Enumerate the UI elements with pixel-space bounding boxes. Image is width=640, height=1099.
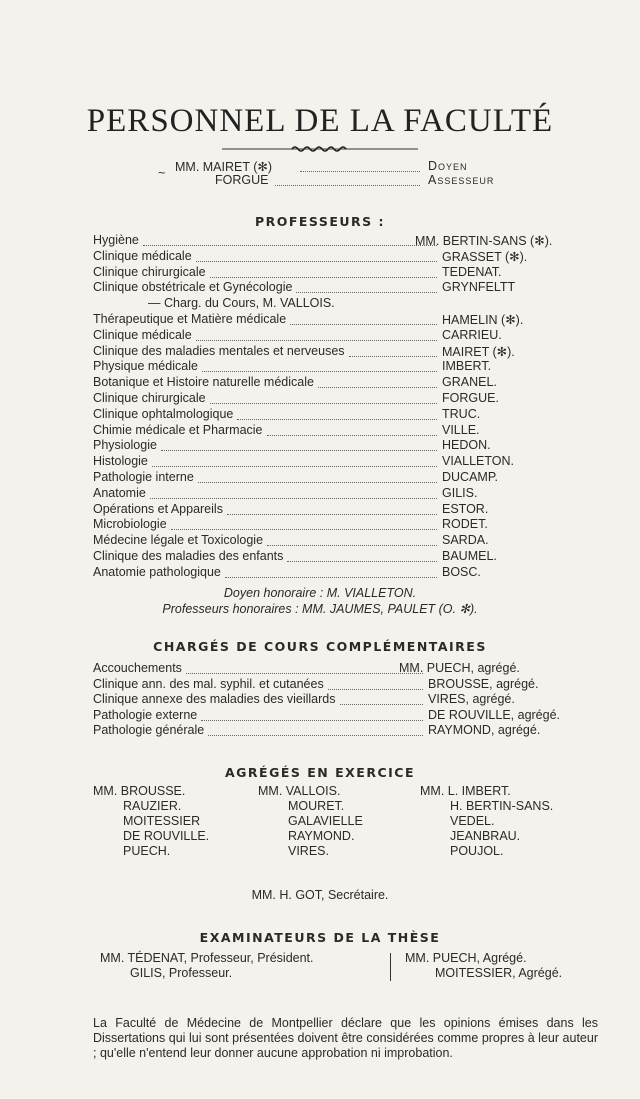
dot-leader bbox=[237, 418, 437, 420]
subject-label: Clinique ann. des mal. syphil. et cutanées bbox=[93, 676, 324, 691]
person-name: ESTOR. bbox=[442, 501, 489, 516]
dot-leader bbox=[328, 688, 423, 690]
decorative-rule bbox=[222, 145, 418, 153]
dot-leader bbox=[161, 449, 437, 451]
person-name: SARDA. bbox=[442, 533, 489, 548]
person-name: GRYNFELTT bbox=[442, 280, 516, 295]
person-name: VIRES, agrégé. bbox=[428, 692, 515, 706]
person-name: RODET. bbox=[442, 517, 488, 532]
person-name: TRUC. bbox=[442, 406, 481, 421]
subject-label: Microbiologie bbox=[93, 517, 167, 532]
doyen-honoraire: Doyen honoraire : M. VIALLETON. bbox=[223, 586, 417, 600]
person-name: VILLE. bbox=[442, 422, 480, 437]
subject-label: Clinique ophtalmologique bbox=[93, 406, 234, 421]
agrege-name: VIRES. bbox=[288, 844, 329, 858]
agrege-name: RAYMOND. bbox=[288, 829, 355, 843]
dash-mark: ~ bbox=[158, 166, 166, 180]
subject-label: Thérapeutique et Matière médicale bbox=[93, 312, 287, 326]
dot-leader bbox=[171, 528, 437, 530]
person-name: MM. BERTIN-SANS (✻). bbox=[415, 234, 553, 248]
person-name: IMBERT. bbox=[442, 359, 492, 374]
subject-label: Clinique des maladies mentales et nerveuses bbox=[93, 343, 345, 358]
officer-name-1: FORGUE bbox=[215, 173, 269, 187]
examinateurs-right bbox=[405, 951, 562, 981]
charges-heading: CHARGÉS DE COURS COMPLÉMENTAIRES bbox=[153, 639, 487, 654]
subject-label: Opérations et Appareils bbox=[93, 501, 223, 516]
dot-leader bbox=[196, 260, 437, 262]
person-name: CARRIEU. bbox=[442, 327, 502, 342]
column-separator bbox=[390, 953, 391, 981]
person-name: TEDENAT. bbox=[442, 264, 502, 279]
faculty-disclaimer: La Faculté de Médecine de Montpellier déclare que les opinions émises dans les Dissertations qui lui sont présentées doivent être considérées comme propres à leur auteur ; qu'elle n'entend leur donner aucune approbation ni improbation. bbox=[93, 1016, 598, 1060]
person-name: RAYMOND, agrégé. bbox=[428, 723, 541, 737]
subject-label: Clinique chirurgicale bbox=[93, 264, 206, 279]
agrege-name: DE ROUVILLE. bbox=[123, 829, 210, 843]
agreges-column-2 bbox=[258, 784, 363, 859]
subject-label: Hygiène bbox=[93, 233, 139, 247]
agrege-name: MOURET. bbox=[288, 799, 345, 813]
dot-leader bbox=[300, 170, 420, 172]
person-name: HAMELIN (✻). bbox=[442, 313, 524, 327]
person-name: BOSC. bbox=[442, 564, 481, 579]
dot-leader bbox=[208, 734, 423, 736]
subject-label: — Charg. du Cours, M. VALLOIS. bbox=[148, 296, 335, 311]
dot-leader bbox=[210, 276, 437, 278]
dot-leader bbox=[349, 355, 437, 357]
agrege-name: POUJOL. bbox=[450, 844, 504, 858]
agrege-name: MM. VALLOIS. bbox=[258, 784, 341, 798]
agrege-name: JEANBRAU. bbox=[450, 829, 521, 843]
person-name: DE ROUVILLE, agrégé. bbox=[428, 707, 561, 722]
subject-label: Anatomie bbox=[93, 485, 146, 500]
examinateurs-left bbox=[100, 951, 314, 981]
dot-leader bbox=[227, 513, 437, 515]
subject-label: Physiologie bbox=[93, 438, 157, 453]
professeurs-honoraires: Professeurs honoraires : MM. JAUMES, PAULET (O. ✻). bbox=[162, 602, 478, 616]
subject-label: Clinique médicale bbox=[93, 327, 192, 342]
dot-leader bbox=[143, 244, 437, 246]
dot-leader bbox=[202, 370, 437, 372]
dot-leader bbox=[196, 339, 437, 341]
dot-leader bbox=[340, 703, 423, 705]
subject-label: Physique médicale bbox=[93, 359, 198, 374]
person-name: HEDON. bbox=[442, 438, 491, 453]
agrege-name: RAUZIER. bbox=[123, 799, 182, 813]
agrege-name: GALAVIELLE bbox=[288, 814, 363, 828]
dot-leader bbox=[267, 434, 437, 436]
agreges-heading: AGRÉGÉS EN EXERCICE bbox=[225, 765, 415, 780]
agrege-name: MM. L. IMBERT. bbox=[420, 784, 511, 798]
person-name: FORGUE. bbox=[442, 391, 499, 405]
examinateur-name: GILIS, Professeur. bbox=[130, 966, 233, 980]
dot-leader bbox=[198, 481, 437, 483]
person-name: VIALLETON. bbox=[442, 454, 515, 469]
dot-leader bbox=[186, 672, 423, 674]
person-name: MAIRET (✻). bbox=[442, 344, 515, 359]
agrege-name: VEDEL. bbox=[450, 814, 495, 828]
subject-label: Clinique chirurgicale bbox=[93, 391, 206, 405]
person-name: BROUSSE, agrégé. bbox=[428, 676, 539, 691]
person-name: GRANEL. bbox=[442, 375, 497, 390]
subject-label: Médecine légale et Toxicologie bbox=[93, 533, 264, 548]
agrege-name: MM. BROUSSE. bbox=[93, 784, 186, 798]
professeurs-heading: PROFESSEURS : bbox=[254, 214, 386, 229]
officer-name-0: MM. MAIRET (✻) bbox=[175, 160, 273, 174]
dot-leader bbox=[290, 323, 437, 325]
person-name: GILIS. bbox=[442, 485, 478, 500]
agreges-column-1 bbox=[93, 784, 209, 859]
person-name: BAUMEL. bbox=[442, 549, 497, 563]
subject-label: Clinique des maladies des enfants bbox=[93, 549, 284, 563]
person-name: GRASSET (✻). bbox=[442, 249, 528, 264]
subject-label: Clinique annexe des maladies des vieillards bbox=[93, 692, 336, 706]
dot-leader bbox=[152, 465, 437, 467]
page-title: PERSONNEL DE LA FACULTÉ bbox=[86, 103, 554, 139]
examinateur-name: MM. TÉDENAT, Professeur, Président. bbox=[100, 951, 314, 965]
subject-label: Pathologie interne bbox=[93, 470, 194, 484]
dot-leader bbox=[287, 560, 437, 562]
agrege-name: H. BERTIN-SANS. bbox=[450, 799, 554, 813]
dot-leader bbox=[318, 386, 437, 388]
subject-label: Botanique et Histoire naturelle médicale bbox=[93, 375, 314, 390]
subject-label: Histologie bbox=[93, 454, 148, 469]
dot-leader bbox=[150, 497, 437, 499]
dot-leader bbox=[275, 184, 420, 186]
subject-label: Clinique obstétricale et Gynécologie bbox=[93, 280, 293, 295]
examinateurs-heading: EXAMINATEURS DE LA THÈSE bbox=[199, 930, 441, 945]
subject-label: Pathologie générale bbox=[93, 723, 205, 737]
dot-leader bbox=[296, 291, 437, 293]
officer-role-1: Assesseur bbox=[428, 173, 495, 187]
subject-label: Accouchements bbox=[93, 661, 182, 675]
examinateur-name: MOITESSIER, Agrégé. bbox=[435, 966, 563, 980]
officer-role-0: Doyen bbox=[428, 159, 468, 173]
subject-label: Pathologie externe bbox=[93, 707, 198, 722]
dot-leader bbox=[225, 576, 437, 578]
agrege-name: PUECH. bbox=[123, 844, 171, 858]
person-name: DUCAMP. bbox=[442, 470, 499, 484]
agreges-column-3 bbox=[420, 784, 553, 859]
secretaire-line: MM. H. GOT, Secrétaire. bbox=[251, 888, 389, 902]
dot-leader bbox=[210, 402, 437, 404]
examinateur-name: MM. PUECH, Agrégé. bbox=[405, 951, 527, 965]
dot-leader bbox=[267, 544, 437, 546]
subject-label: Anatomie pathologique bbox=[93, 564, 221, 579]
agrege-name: MOITESSIER bbox=[123, 814, 201, 828]
dot-leader bbox=[201, 719, 423, 721]
person-name: MM. PUECH, agrégé. bbox=[399, 661, 520, 675]
subject-label: Chimie médicale et Pharmacie bbox=[93, 422, 263, 437]
subject-label: Clinique médicale bbox=[93, 248, 192, 263]
